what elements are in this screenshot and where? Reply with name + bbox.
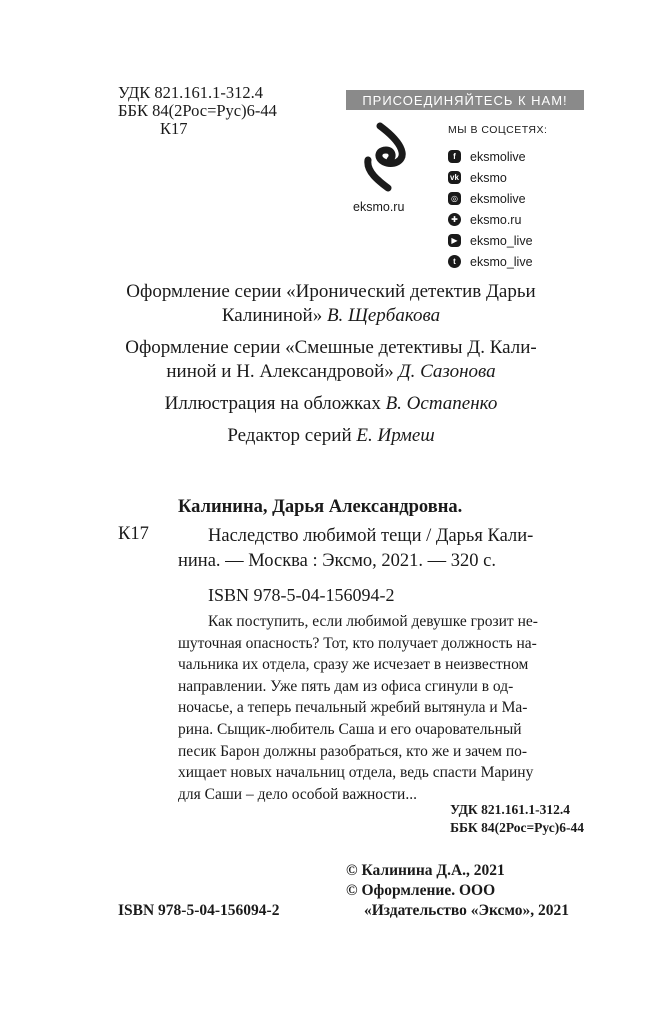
annotation-line: шуточная опасность? Тот, кто получает должность на- — [178, 634, 537, 652]
series-design-credit-1: Оформление серии «Иронический детектив Дарьи Калининой» В. Щербакова — [126, 281, 536, 326]
eksmo-logo-icon — [358, 122, 416, 192]
bib-author: Калинина, Дарья Александровна. — [178, 497, 463, 517]
social-item-ok[interactable] — [448, 209, 533, 230]
social-label: eksmo_live — [470, 233, 533, 248]
author-mark: К17 — [160, 119, 188, 138]
social-label: eksmolive — [470, 191, 526, 206]
bib-mark: К17 — [118, 524, 149, 544]
footer-isbn: ISBN 978-5-04-156094-2 — [118, 902, 280, 919]
bbk-code: ББК 84(2Рос=Рус)6-44 — [118, 101, 277, 120]
annotation-line: Как поступить, если любимой девушке грозит не- — [208, 613, 538, 630]
annotation — [178, 611, 584, 805]
facebook-icon: f — [448, 150, 461, 163]
vk-icon: vk — [448, 171, 461, 184]
twitter-icon: t — [448, 255, 461, 268]
annotation-line: рина. Сыщик-любитель Саша и его очаровательный — [178, 720, 522, 738]
credits — [60, 280, 602, 456]
social-item-instagram[interactable] — [448, 188, 533, 209]
annotation-line: хищает новых начальниц отдела, ведь спасти Марину — [178, 764, 534, 782]
copyright-author: © Калинина Д.А., 2021 — [346, 862, 505, 879]
instagram-icon: ◎ — [448, 192, 461, 205]
social-label: eksmo_live — [470, 254, 533, 269]
annotation-line: чальника их отдела, сразу же исчезает в неизвестном — [178, 656, 529, 674]
footer-udk: УДК 821.161.1-312.4 — [450, 802, 570, 817]
bib-isbn: ISBN 978-5-04-156094-2 — [208, 585, 395, 605]
social-title: МЫ В СОЦСЕТЯХ: — [448, 124, 548, 136]
social-item-twitter[interactable] — [448, 251, 533, 272]
illustration-credit: Иллюстрация на обложках В. Остапенко — [164, 393, 498, 414]
footer-bbk: ББК 84(2Рос=Рус)6-44 — [450, 820, 584, 835]
ok-icon: ✚ — [448, 213, 461, 226]
annotation-line: ночасье, а теперь печальный жребий вытянула и Ма- — [178, 699, 528, 717]
site-url[interactable]: eksmo.ru — [353, 200, 405, 214]
bib-title: Наследство любимой тещи / Дарья Кали- нина. — Москва : Эксмо, 2021. — 320 с. — [178, 526, 534, 571]
series-design-credit-2: Оформление серии «Смешные детективы Д. Кали- ниной и Н. Александровой» Д. Сазонова — [125, 337, 537, 382]
editor-credit: Редактор серий Е. Ирмеш — [227, 425, 435, 446]
annotation-line: для Саши – дело особой важности... — [178, 785, 417, 803]
copyright-publisher: «Издательство «Эксмо», 2021 — [364, 902, 570, 919]
social-item-vk[interactable] — [448, 167, 533, 188]
footer-codes — [450, 801, 584, 837]
social-label: eksmo — [470, 170, 507, 185]
youtube-icon: ▶ — [448, 234, 461, 247]
social-list — [448, 146, 533, 272]
social-label: eksmo.ru — [470, 212, 522, 227]
annotation-line: песик Барон должны разобраться, кто же и зачем по- — [178, 742, 528, 760]
social-item-facebook[interactable] — [448, 146, 533, 167]
social-label: eksmolive — [470, 149, 526, 164]
udk-code: УДК 821.161.1-312.4 — [118, 83, 264, 102]
copyright-design: © Оформление. ООО — [346, 882, 496, 899]
social-item-youtube[interactable] — [448, 230, 533, 251]
classification-codes — [118, 84, 277, 138]
annotation-line: направлении. Уже пять дам из офиса сгинули в од- — [178, 677, 514, 695]
join-us-banner: ПРИСОЕДИНЯЙТЕСЬ К НАМ! — [346, 90, 584, 110]
